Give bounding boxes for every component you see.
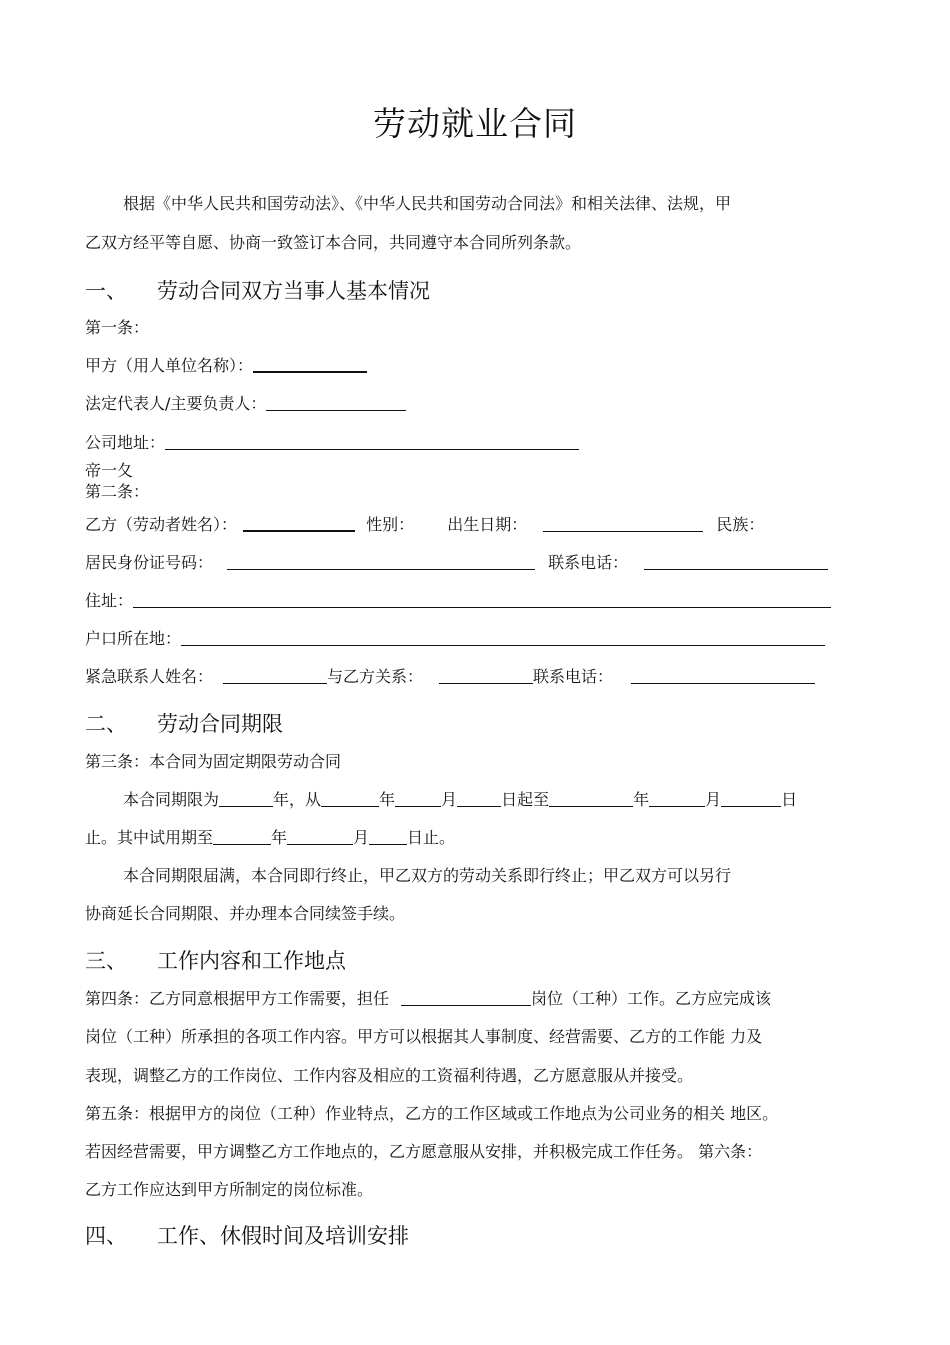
article-4-text: 岗位（工种）工作。乙方应完成该 xyxy=(531,989,772,1008)
stray-text: 帝一夂 xyxy=(85,461,134,480)
residence-label: 住址： xyxy=(85,591,134,610)
year-label: 年 xyxy=(271,828,288,847)
birth-date-blank[interactable] xyxy=(543,517,703,532)
start-day-blank[interactable] xyxy=(457,792,501,807)
term-years-blank[interactable] xyxy=(219,792,273,807)
relation-blank[interactable] xyxy=(439,669,533,684)
section-number: 一、 xyxy=(85,279,127,303)
article-5-line-1: 第五条：根据甲方的岗位（工种）作业特点，乙方的工作区域或工作地点为公司业务的相关 地区。 xyxy=(85,1104,779,1123)
probation-year-blank[interactable] xyxy=(213,830,271,845)
end-month-blank[interactable] xyxy=(649,792,705,807)
section-4-heading xyxy=(85,1223,409,1249)
article-4-text: 第四条：乙方同意根据甲方工作需要，担任 xyxy=(85,989,390,1008)
id-phone-row xyxy=(85,553,828,573)
party-a-name-blank[interactable] xyxy=(253,357,367,373)
legal-rep-row xyxy=(85,394,406,414)
section-title: 工作、休假时间及培训安排 xyxy=(157,1224,409,1248)
company-address-label: 公司地址： xyxy=(85,433,166,452)
from-to-label: 日起至 xyxy=(501,790,550,809)
year-label: 年 xyxy=(379,790,396,809)
hukou-label: 户口所在地： xyxy=(85,629,182,648)
section-title: 劳动合同双方当事人基本情况 xyxy=(157,279,430,303)
company-address-blank[interactable] xyxy=(165,435,579,450)
article-6-line-1: 乙方工作应达到甲方所制定的岗位标准。 xyxy=(85,1180,374,1199)
end-year-blank[interactable] xyxy=(549,792,633,807)
emergency-name-blank[interactable] xyxy=(223,669,327,684)
residence-row xyxy=(85,591,831,611)
legal-rep-blank[interactable] xyxy=(266,396,406,411)
section-1-heading xyxy=(85,278,430,304)
party-b-name-blank[interactable] xyxy=(243,516,355,532)
relation-label: 与乙方关系： xyxy=(327,667,424,686)
party-a-row xyxy=(85,356,367,376)
probation-month-blank[interactable] xyxy=(287,830,353,845)
gender-label: 性别： xyxy=(366,515,415,534)
article-4-line-3: 表现，调整乙方的工作岗位、工作内容及相应的工资福利待遇，乙方愿意服从并接受。 xyxy=(85,1066,694,1085)
month-label: 月 xyxy=(353,828,370,847)
hukou-row xyxy=(85,629,825,649)
month-label: 月 xyxy=(441,790,458,809)
party-a-name-label: 甲方（用人单位名称）： xyxy=(85,356,254,375)
company-address-row xyxy=(85,433,579,453)
section-number: 二、 xyxy=(85,712,127,736)
document-title: 劳动就业合同 xyxy=(373,104,577,143)
probation-row xyxy=(85,828,455,848)
party-b-name-label: 乙方（劳动者姓名）： xyxy=(85,515,238,534)
id-number-blank[interactable] xyxy=(227,555,535,570)
article-3: 第三条：本合同为固定期限劳动合同 xyxy=(85,752,342,771)
article-4-line-2: 岗位（工种）所承担的各项工作内容。甲方可以根据其人事制度、经营需要、乙方的工作能 力及 xyxy=(85,1027,763,1046)
party-b-row xyxy=(85,515,764,535)
year-label: 年 xyxy=(633,790,650,809)
term-from-label: 年，从 xyxy=(273,790,322,809)
emergency-phone-label: 联系电话： xyxy=(533,667,614,686)
term-label: 本合同期限为 xyxy=(123,790,220,809)
month-label: 月 xyxy=(705,790,722,809)
intro-line-1: 根据《中华人民共和国劳动法》、《中华人民共和国劳动合同法》和相关法律、法规，甲 xyxy=(123,194,732,213)
end-day-blank[interactable] xyxy=(721,792,781,807)
term-row xyxy=(123,790,797,810)
legal-rep-label: 法定代表人/主要负责人： xyxy=(85,394,267,413)
section-number: 三、 xyxy=(85,949,127,973)
hukou-blank[interactable] xyxy=(181,631,825,646)
residence-blank[interactable] xyxy=(133,593,831,608)
article-4-line-1 xyxy=(85,989,771,1009)
emergency-phone-blank[interactable] xyxy=(631,669,815,684)
probation-label: 止。其中试用期至 xyxy=(85,828,214,847)
ethnicity-label: 民族： xyxy=(716,515,765,534)
emergency-name-label: 紧急联系人姓名： xyxy=(85,667,214,686)
start-month-blank[interactable] xyxy=(395,792,441,807)
phone-blank[interactable] xyxy=(644,555,828,570)
section-3-heading xyxy=(85,948,346,974)
expire-line-2: 协商延长合同期限、并办理本合同续签手续。 xyxy=(85,904,406,923)
emergency-contact-row xyxy=(85,667,815,687)
section-2-heading xyxy=(85,711,283,737)
section-number: 四、 xyxy=(85,1224,127,1248)
day-label: 日 xyxy=(781,790,798,809)
probation-day-blank[interactable] xyxy=(369,830,407,845)
article-5-line-2: 若因经营需要，甲方调整乙方工作地点的，乙方愿意服从安排，并积极完成工作任务。 第六条： xyxy=(85,1142,763,1161)
section-title: 工作内容和工作地点 xyxy=(157,949,346,973)
article-1-label: 第一条： xyxy=(85,318,150,337)
article-2-label: 第二条： xyxy=(85,482,150,501)
job-position-blank[interactable] xyxy=(401,991,531,1006)
intro-line-2: 乙双方经平等自愿、协商一致签订本合同，共同遵守本合同所列条款。 xyxy=(85,233,582,252)
id-number-label: 居民身份证号码： xyxy=(85,553,214,572)
expire-line-1: 本合同期限届满，本合同即行终止，甲乙双方的劳动关系即行终止；甲乙双方可以另行 xyxy=(123,866,732,885)
probation-end-label: 日止。 xyxy=(407,828,456,847)
start-year-blank[interactable] xyxy=(321,792,379,807)
section-title: 劳动合同期限 xyxy=(157,712,283,736)
birth-date-label: 出生日期： xyxy=(447,515,528,534)
phone-label: 联系电话： xyxy=(548,553,629,572)
